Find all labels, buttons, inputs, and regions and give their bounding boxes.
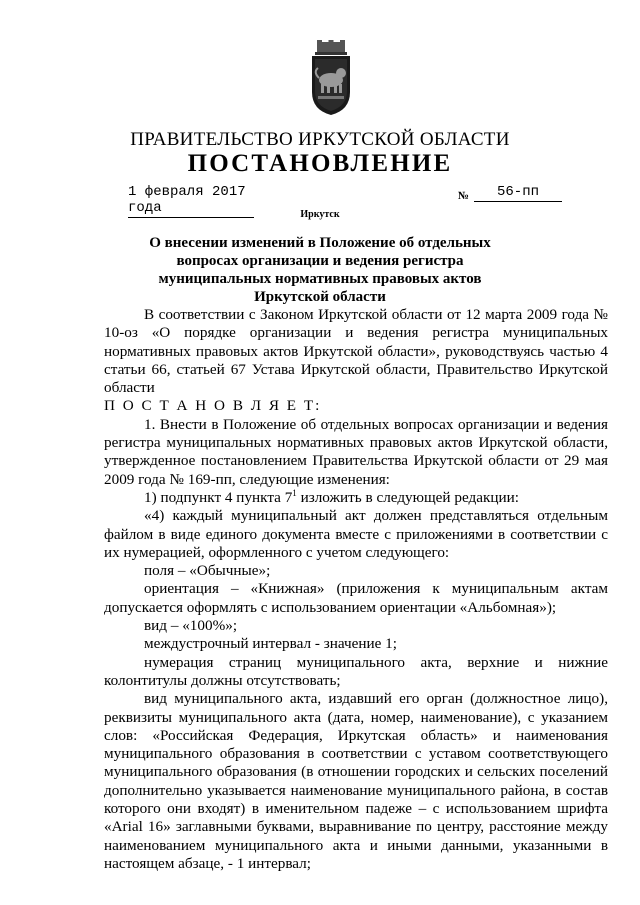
quote-intro-paragraph: «4) каждый муниципальный акт должен представляться отдельным файлом в виде единого документа вместе с приложениями в соответствии с их нумерацией, оформленного с учетом следующего: — [104, 507, 608, 561]
subitem-1-text-before: 1) подпункт 4 пункта 7 — [144, 488, 293, 506]
line-spacing-paragraph: междустрочный интервал - значение 1; — [144, 635, 397, 653]
number-sign: № — [458, 190, 470, 202]
item-1-paragraph: 1. Внести в Положение об отдельных вопросах организации и ведения регистра муниципальных нормативных правовых актов Иркутской области, утвержденное постановлением Правительства Иркутской области от 29 мая 2009 года № 169-пп, следующие изменения: — [104, 415, 608, 488]
act-type-paragraph: вид муниципального акта, издавший его орган (должностное лицо), реквизиты муниципального акта (дата, номер, наименование), с указанием слов: «Российская Федерация, Иркутская область» и наименования муниципального образования в соответствии с уставом соответствующего муниципального образования (в отношении городских и сельских поселений дополнительно указывается наименование муниципального района, в состав которого они входят) в именительном падеже – с использованием шрифта «Arial 16» заглавными буквами, выравнивание по центру, расстояние между наименованием муниципального акта и иными данными, указанными в настоящем абзаце, - 1 интервал; — [104, 690, 608, 872]
document-number: 56-пп — [474, 184, 562, 202]
numbering-paragraph: нумерация страниц муниципального акта, верхние и нижние колонтитулы должны отсутствовать; — [104, 653, 608, 689]
view-paragraph: вид – «100%»; — [144, 617, 238, 635]
subitem-1-paragraph — [104, 489, 608, 507]
government-name: ПРАВИТЕЛЬСТВО ИРКУТСКОЙ ОБЛАСТИ — [130, 129, 510, 150]
decree-word: П О С Т А Н О В Л Я Е Т: — [104, 397, 322, 415]
document-subject: О внесении изменений в Положение об отдельных вопросах организации и ведения регистра муниципальных нормативных правовых актов Иркутской области — [149, 235, 491, 305]
subitem-1-text-after: изложить в следующей редакции: — [296, 488, 519, 506]
subitem-1-superscript: 1 — [292, 487, 297, 498]
fields-paragraph: поля – «Обычные»; — [144, 562, 271, 580]
preamble-paragraph: В соответствии с Законом Иркутской области от 12 марта 2009 года № 10-оз «О порядке организации и ведения регистра муниципальных нормативных правовых актов Иркутской области», руководствуясь частью 4 статьи 66, статьей 67 Устава Иркутской области, Правительство Иркутской области — [104, 306, 608, 397]
city-name: Иркутск — [300, 209, 340, 220]
document-date: 1 февраля 2017 года — [128, 184, 254, 218]
orientation-paragraph: ориентация – «Книжная» (приложения к муниципальным актам допускается оформлять с использованием ориентации «Альбомная»); — [104, 580, 608, 616]
document-type-title: ПОСТАНОВЛЕНИЕ — [187, 150, 453, 177]
document-body — [104, 306, 608, 873]
coat-of-arms-icon — [309, 40, 353, 116]
